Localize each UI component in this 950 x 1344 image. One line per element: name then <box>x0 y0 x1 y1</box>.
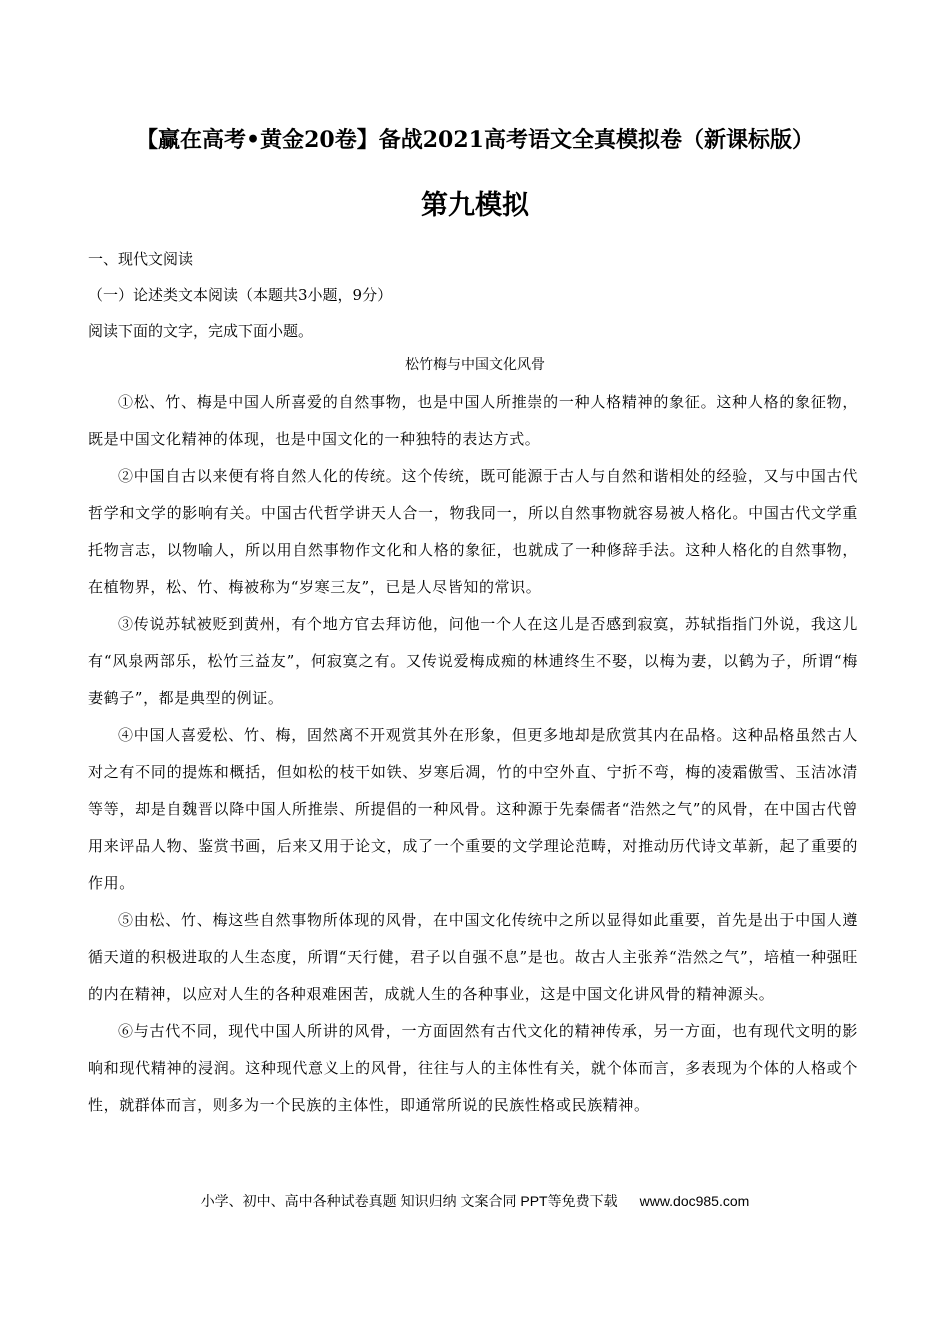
footer-text: 小学、初中、高中各种试卷真题 知识归纳 文案合同 PPT等免费下载 <box>200 1193 618 1209</box>
article-body <box>88 384 858 1124</box>
exam-subtitle: 第九模拟 <box>421 190 529 221</box>
section-heading: 一、现代文阅读 <box>88 250 194 268</box>
paragraph-1: ①松、竹、梅是中国人所喜爱的自然事物，也是中国人所推崇的一种人格精神的象征。这种人格的象征物，既是中国文化精神的体现，也是中国文化的一种独特的表达方式。 <box>88 393 858 448</box>
page-footer <box>0 1190 950 1212</box>
paragraph-3: ③传说苏轼被贬到黄州，有个地方官去拜访他，问他一个人在这儿是否感到寂寞，苏轼指指门外说，我这儿有“风泉两部乐，松竹三益友”，何寂寞之有。又传说爱梅成痴的林逋终生不娶，以梅为妻，以鹤为子，所谓“梅妻鹤子”，都是典型的例证。 <box>88 615 858 707</box>
paragraph-4: ④中国人喜爱松、竹、梅，固然离不开观赏其外在形象，但更多地却是欣赏其内在品格。这种品格虽然古人对之有不同的提炼和概括，但如松的枝干如铁、岁寒后凋，竹的中空外直、宁折不弯，梅的凌霜傲雪、玉洁冰清等等，却是自魏晋以降中国人所推崇、所提倡的一种风骨。这种源于先秦儒者“浩然之气”的风骨，在中国古代曾用来评品人物、鉴赏书画，后来又用于论文，成了一个重要的文学理论范畴，对推动历代诗文革新，起了重要的作用。 <box>88 726 858 892</box>
footer-site-link[interactable]: www.doc985.com <box>639 1193 750 1209</box>
paragraph-2: ②中国自古以来便有将自然人化的传统。这个传统，既可能源于古人与自然和谐相处的经验，又与中国古代哲学和文学的影响有关。中国古代哲学讲天人合一，物我同一，所以自然事物就容易被人格化。中国古代文学重托物言志，以物喻人，所以用自然事物作文化和人格的象征，也就成了一种修辞手法。这种人格化的自然事物，在植物界，松、竹、梅被称为“岁寒三友”，已是人尽皆知的常识。 <box>88 467 858 596</box>
exam-title: 【赢在高考•黄金20卷】备战2021高考语文全真模拟卷（新课标版） <box>136 127 814 153</box>
paragraph-6: ⑥与古代不同，现代中国人所讲的风骨，一方面固然有古代文化的精神传承，另一方面，也有现代文明的影响和现代精神的浸润。这种现代意义上的风骨，往往与人的主体性有关，就个体而言，多表现为个体的人格或个性，就群体而言，则多为一个民族的主体性，即通常所说的民族性格或民族精神。 <box>88 1022 858 1114</box>
paragraph-5: ⑤由松、竹、梅这些自然事物所体现的风骨，在中国文化传统中之所以显得如此重要，首先是出于中国人遵循天道的积极进取的人生态度，所谓“天行健，君子以自强不息”是也。故古人主张养“浩然之气”，培植一种强旺的内在精神，以应对人生的各种艰难困苦，成就人生的各种事业，这是中国文化讲风骨的精神源头。 <box>88 911 858 1003</box>
article-title: 松竹梅与中国文化风骨 <box>405 357 545 373</box>
reading-instruction: 阅读下面的文字，完成下面小题。 <box>88 322 314 340</box>
section-subheading: （一）论述类文本阅读（本题共3小题，9分） <box>88 286 393 304</box>
